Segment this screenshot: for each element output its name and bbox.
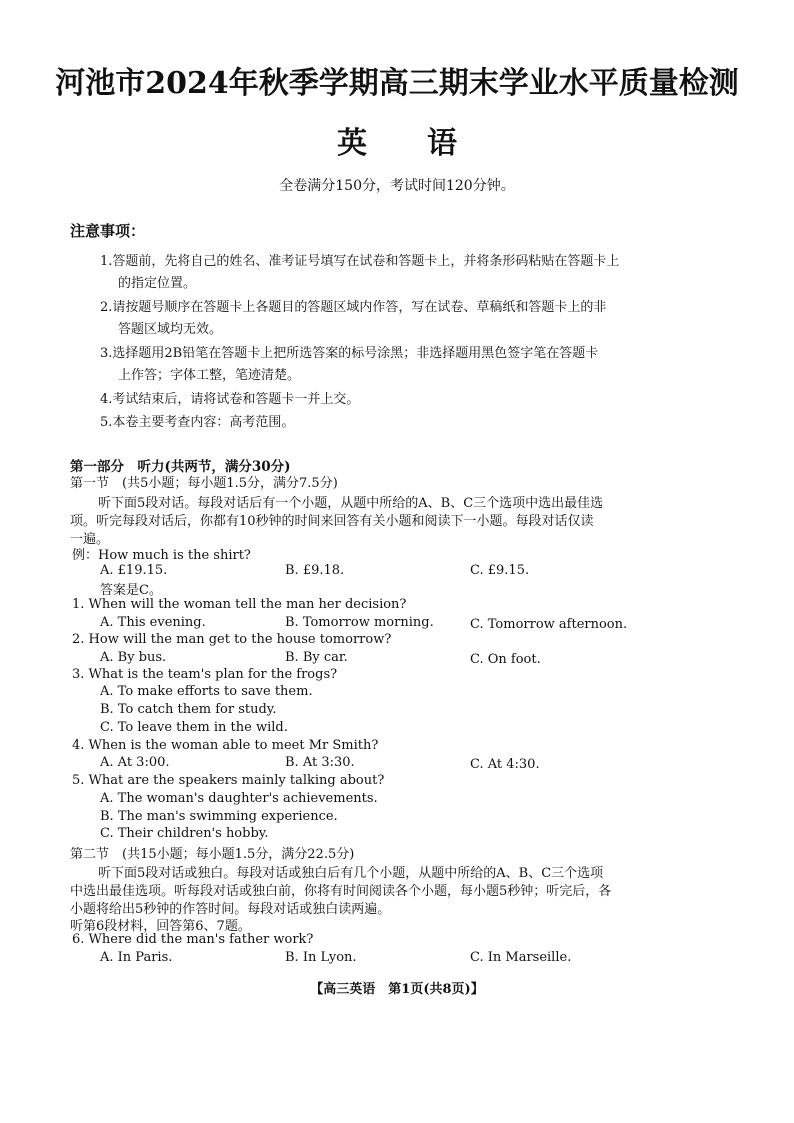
- section2-instruction-3: 小题将给出5秒钟的作答时间。每段对话或独白读两遍。: [70, 902, 391, 917]
- example-option-a: A. £19.15.: [100, 563, 168, 578]
- question-6: 6. Where did the man's father work?: [72, 932, 314, 947]
- notice-item-3: 3.选择题用2B铅笔在答题卡上把所选答案的标号涂黑；非选择题用黑色签字笔在答题卡: [100, 346, 599, 361]
- example-option-c: C. £9.15.: [470, 563, 530, 578]
- question-6-option-c: C. In Marseille.: [470, 950, 572, 965]
- question-2-option-b: B. By car.: [285, 650, 348, 665]
- subject-title: 英语: [337, 126, 517, 161]
- question-2-option-c: C. On foot.: [470, 652, 541, 667]
- question-1: 1. When will the woman tell the man her decision?: [72, 597, 407, 612]
- section1-instruction-2: 项。听完每段对话后，你都有10秒钟的时间来回答有关小题和阅读下一小题。每段对话仅读: [70, 514, 594, 529]
- score-info: 全卷满分150分，考试时间120分钟。: [279, 178, 515, 194]
- section2-heading: 第二节 (共15小题；每小题1.5分，满分22.5分): [70, 847, 355, 862]
- notice-item-5: 5.本卷主要考查内容：高考范围。: [100, 415, 295, 430]
- question-3-option-b: B. To catch them for study.: [100, 702, 277, 717]
- question-4-option-a: A. At 3:00.: [100, 755, 170, 770]
- notice-item-1-cont: 的指定位置。: [118, 276, 197, 291]
- notice-item-3-cont: 上作答；字体工整，笔迹清楚。: [118, 368, 301, 383]
- section2-instruction-2: 中选出最佳选项。听每段对话或独白前，你将有时间阅读各个小题，每小题5秒钟；听完后，各: [70, 884, 612, 899]
- notice-heading: 注意事项：: [70, 222, 146, 240]
- question-1-option-b: B. Tomorrow morning.: [285, 615, 434, 630]
- notice-item-2: 2.请按题号顺序在答题卡上各题目的答题区域内作答，写在试卷、草稿纸和答题卡上的非: [100, 300, 607, 315]
- question-6-option-b: B. In Lyon.: [285, 950, 357, 965]
- question-2-option-a: A. By bus.: [100, 650, 167, 665]
- question-1-option-c: C. Tomorrow afternoon.: [470, 617, 628, 632]
- section1-instruction-1: 听下面5段对话。每段对话后有一个小题，从题中所给的A、B、C三个选项中选出最佳选: [98, 496, 604, 511]
- section2-instruction-1: 听下面5段对话或独白。每段对话或独白后有几个小题，从题中所给的A、B、C三个选项: [98, 866, 604, 881]
- question-5-option-b: B. The man's swimming experience.: [100, 809, 338, 824]
- question-3: 3. What is the team's plan for the frogs?: [72, 667, 338, 682]
- page-footer: 【高三英语 第1页(共8页)】: [310, 982, 484, 997]
- section1-heading: 第一节 (共5小题；每小题1.5分，满分7.5分): [70, 476, 338, 491]
- question-3-option-a: A. To make efforts to save them.: [100, 684, 313, 699]
- question-5-option-a: A. The woman's daughter's achievements.: [100, 791, 378, 806]
- section1-instruction-3: 一遍。: [70, 532, 110, 547]
- example-question: 例：How much is the shirt?: [72, 548, 251, 563]
- question-5: 5. What are the speakers mainly talking about?: [72, 773, 385, 788]
- page-title: 河池市2024年秋季学期高三期末学业水平质量检测: [55, 66, 739, 101]
- notice-item-1: 1.答题前，先将自己的姓名、准考证号填写在试卷和答题卡上，并将条形码粘贴在答题卡上: [100, 254, 620, 269]
- material-note: 听第6段材料，回答第6、7题。: [70, 919, 251, 934]
- question-4-option-c: C. At 4:30.: [470, 757, 540, 772]
- example-answer: 答案是C。: [100, 583, 162, 598]
- question-1-option-a: A. This evening.: [100, 615, 206, 630]
- question-6-option-a: A. In Paris.: [100, 950, 173, 965]
- question-4-option-b: B. At 3:30.: [285, 755, 355, 770]
- question-5-option-c: C. Their children's hobby.: [100, 826, 269, 841]
- example-option-b: B. £9.18.: [285, 563, 345, 578]
- question-3-option-c: C. To leave them in the wild.: [100, 720, 288, 735]
- notice-item-4: 4.考试结束后，请将试卷和答题卡一并上交。: [100, 392, 360, 407]
- question-4: 4. When is the woman able to meet Mr Smith?: [72, 738, 379, 753]
- part1-heading: 第一部分 听力(共两节，满分30分): [70, 459, 291, 475]
- notice-item-2-cont: 答题区域均无效。: [118, 322, 223, 337]
- question-2: 2. How will the man get to the house tomorrow?: [72, 632, 392, 647]
